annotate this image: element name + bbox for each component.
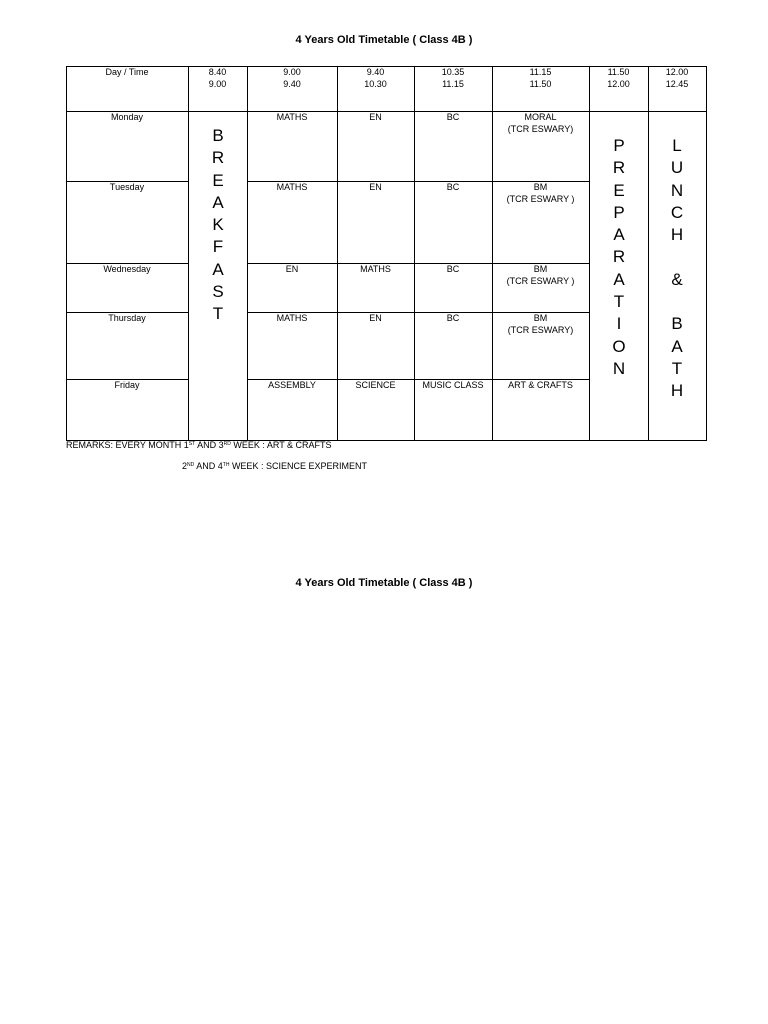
slot-start: 11.15 — [529, 67, 552, 77]
vertical-letter — [657, 246, 697, 268]
subject-cell — [492, 263, 589, 287]
vertical-letter: H — [670, 225, 684, 245]
vertical-letter: H — [670, 381, 684, 401]
subject-cell — [492, 379, 589, 391]
teacher-name: (TCR ESWARY) — [507, 124, 574, 134]
subject-cell: EN — [285, 264, 299, 274]
breakfast-vertical-label — [198, 125, 238, 326]
header-time-slot — [337, 66, 414, 90]
preparation-vertical-label — [599, 135, 639, 380]
subject-cell: MATHS — [276, 313, 308, 323]
page-title-repeat: 4 Years Old Timetable ( Class 4B ) — [295, 577, 473, 589]
header-time-slot — [492, 66, 589, 90]
subject-cell — [492, 111, 589, 135]
day-label-monday: Monday — [110, 112, 144, 122]
slot-end: 9.00 — [208, 79, 227, 89]
subject-cell: EN — [369, 182, 382, 192]
remarks-line-1 — [66, 440, 332, 450]
ordinal-suffix: ND — [187, 462, 195, 468]
vertical-letter: U — [670, 158, 684, 178]
header-time-slot — [188, 66, 247, 90]
vertical-letter: F — [212, 237, 224, 257]
remarks-text: WEEK : ART & CRAFTS — [230, 440, 332, 450]
day-label-friday: Friday — [114, 380, 140, 390]
subject-cell — [492, 312, 589, 336]
vertical-letter: E — [613, 180, 625, 200]
remarks-text: WEEK : SCIENCE EXPERIMENT — [229, 461, 367, 471]
slot-end: 11.50 — [529, 79, 552, 89]
remarks-text: 2 — [182, 461, 188, 471]
teacher-name: (TCR ESWARY ) — [506, 276, 575, 286]
vertical-letter: P — [613, 136, 625, 155]
vertical-letter: & — [671, 269, 683, 289]
subject-cell: SCIENCE — [355, 380, 396, 390]
slot-end: 12.45 — [665, 79, 689, 89]
remarks-text: AND 3 — [195, 440, 224, 450]
slot-start: 10.35 — [441, 67, 465, 77]
slot-start: 9.40 — [366, 67, 385, 77]
subject-cell: BC — [446, 182, 460, 192]
header-time-slot — [648, 66, 706, 90]
slot-end: 12.00 — [607, 79, 630, 89]
vertical-letter — [657, 291, 697, 313]
subject-cell: EN — [369, 313, 382, 323]
vertical-letter: K — [212, 215, 224, 235]
subject-cell: MATHS — [276, 112, 308, 122]
subject-cell: MATHS — [360, 264, 391, 274]
slot-end: 9.40 — [283, 79, 301, 89]
vertical-letter: A — [212, 192, 224, 212]
subject-cell: BC — [446, 264, 460, 274]
subject-cell: MUSIC CLASS — [422, 380, 484, 390]
vertical-letter: I — [616, 314, 622, 334]
slot-start: 8.40 — [208, 67, 227, 77]
subject-name: BM — [533, 264, 548, 274]
vertical-letter: E — [212, 170, 224, 190]
vertical-letter: B — [671, 314, 683, 334]
day-label-thursday: Thursday — [108, 313, 146, 323]
vertical-letter: R — [612, 247, 626, 267]
subject-name: BM — [533, 313, 548, 323]
remarks-text: REMARKS: EVERY MONTH 1 — [66, 440, 189, 450]
subject-cell: ASSEMBLY — [268, 380, 316, 390]
vertical-letter: N — [612, 358, 626, 378]
header-day-time: Day / Time — [105, 67, 149, 77]
subject-name: MORAL — [524, 112, 557, 122]
slot-start: 12.00 — [665, 67, 689, 77]
vertical-letter: T — [212, 304, 224, 324]
subject-name: ART & CRAFTS — [508, 380, 573, 390]
vertical-letter: L — [672, 136, 682, 155]
subject-name: BM — [533, 182, 548, 192]
slot-end: 10.30 — [364, 79, 387, 89]
header-time-slot — [589, 66, 648, 90]
ordinal-suffix: RD — [223, 441, 231, 447]
remarks-text: AND 4 — [194, 461, 223, 471]
ordinal-suffix: TH — [222, 462, 230, 468]
slot-start: 9.00 — [283, 67, 301, 77]
vertical-letter: S — [212, 282, 224, 302]
subject-cell: BC — [446, 112, 460, 122]
subject-cell: BC — [446, 313, 460, 323]
teacher-name: (TCR ESWARY ) — [506, 194, 575, 204]
vertical-letter: O — [612, 336, 626, 356]
vertical-letter: P — [613, 202, 625, 222]
ordinal-suffix: ST — [188, 441, 196, 447]
subject-cell — [492, 181, 589, 205]
vertical-letter: B — [212, 126, 224, 145]
subject-cell: EN — [369, 112, 382, 122]
vertical-letter: R — [211, 148, 225, 168]
lunch-bath-vertical-label — [657, 135, 697, 403]
vertical-letter: T — [613, 292, 625, 312]
slot-end: 11.15 — [442, 79, 464, 89]
vertical-letter: A — [613, 225, 625, 245]
slot-start: 11.50 — [607, 67, 630, 77]
page-title: 4 Years Old Timetable ( Class 4B ) — [295, 34, 473, 46]
vertical-letter: R — [612, 158, 626, 178]
vertical-letter: A — [613, 269, 625, 289]
vertical-letter: A — [671, 336, 683, 356]
day-label-tuesday: Tuesday — [109, 182, 145, 192]
remarks-line-2 — [182, 461, 367, 471]
teacher-name: (TCR ESWARY) — [507, 325, 574, 335]
header-time-slot — [247, 66, 337, 90]
subject-cell: MATHS — [276, 182, 308, 192]
vertical-letter: T — [671, 358, 683, 378]
vertical-letter: A — [212, 259, 224, 279]
vertical-letter: N — [670, 180, 684, 200]
header-time-slot — [414, 66, 492, 90]
day-label-wednesday: Wednesday — [103, 264, 151, 274]
vertical-letter: C — [670, 202, 684, 222]
